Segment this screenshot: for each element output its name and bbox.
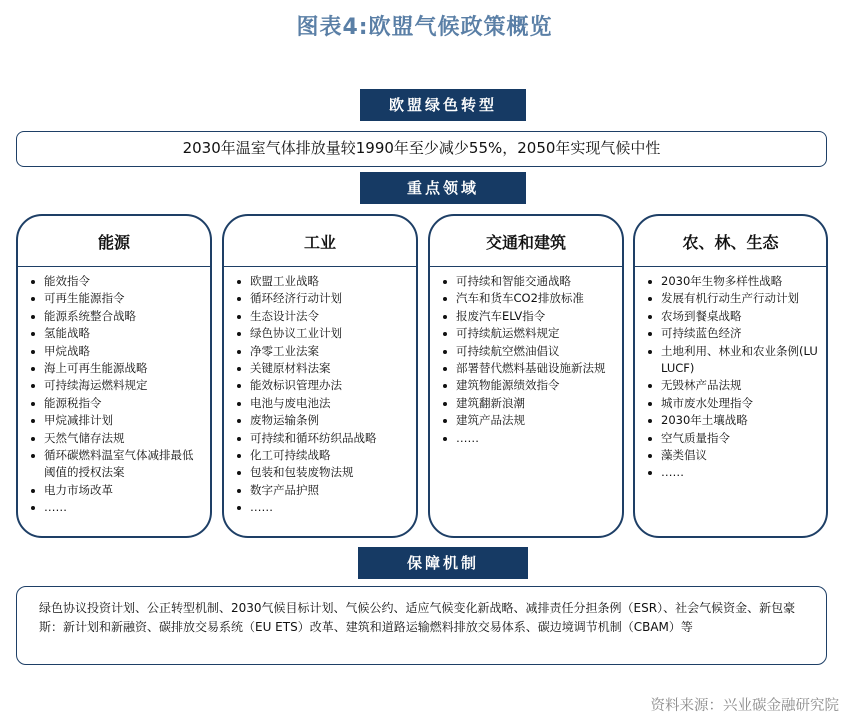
list-item: 能效指令 — [28, 273, 202, 290]
list-item: 可再生能源指令 — [28, 290, 202, 307]
list-item: 废物运输条例 — [234, 412, 408, 429]
list-item: 甲烷减排计划 — [28, 412, 202, 429]
list-item: …… — [645, 464, 818, 481]
list-item: 报废汽车ELV指令 — [440, 308, 614, 325]
list-item: 能源税指令 — [28, 395, 202, 412]
list-item: 建筑翻新浪潮 — [440, 395, 614, 412]
list-item: 建筑物能源绩效指令 — [440, 377, 614, 394]
list-item: 化工可持续战略 — [234, 447, 408, 464]
list-item: 2030年生物多样性战略 — [645, 273, 818, 290]
safeguard-mechanisms-box: 绿色协议投资计划、公正转型机制、2030气候目标计划、气候公约、适应气候变化新战略、减排责任分担条例（ESR）、社会气候资金、新包豪斯：新计划和新融资、碳排放交易系统（EU ETS）改革、建筑和道路运输燃料排放交易体系、碳边境调节机制（CBAM）等 — [16, 586, 827, 665]
list-item: 可持续和循环纺织品战略 — [234, 430, 408, 447]
transport-building-list — [430, 267, 622, 447]
list-item: 可持续航运燃料规定 — [440, 325, 614, 342]
list-item: 关键原材料法案 — [234, 360, 408, 377]
list-item: 数字产品护照 — [234, 482, 408, 499]
list-item: …… — [234, 499, 408, 516]
list-item: 能效标识管理办法 — [234, 377, 408, 394]
climate-goal-box: 2030年温室气体排放量较1990年至少减少55%，2050年实现气候中性 — [16, 131, 827, 167]
agri-forest-eco-column — [633, 214, 828, 538]
list-item: 可持续航空燃油倡议 — [440, 343, 614, 360]
transport-building-column — [428, 214, 624, 538]
agri-forest-eco-list — [635, 267, 826, 482]
list-item: 电池与废电池法 — [234, 395, 408, 412]
list-item: 能源系统整合战略 — [28, 308, 202, 325]
list-item: 净零工业法案 — [234, 343, 408, 360]
transport-building-column-heading: 交通和建筑 — [430, 219, 622, 267]
industry-list — [224, 267, 416, 517]
list-item: …… — [28, 499, 202, 516]
source-note: 资料来源：兴业碳金融研究院 — [650, 698, 839, 714]
energy-list — [18, 267, 210, 517]
list-item: 生态设计法令 — [234, 308, 408, 325]
industry-column-heading: 工业 — [224, 219, 416, 267]
list-item: 绿色协议工业计划 — [234, 325, 408, 342]
list-item: 海上可再生能源战略 — [28, 360, 202, 377]
list-item: 循环碳燃料温室气体减排最低阈值的授权法案 — [28, 447, 202, 482]
energy-column — [16, 214, 212, 538]
list-item: …… — [440, 430, 614, 447]
list-item: 电力市场改革 — [28, 482, 202, 499]
list-item: 可持续蓝色经济 — [645, 325, 818, 342]
list-item: 土地利用、林业和农业条例(LULUCF) — [645, 343, 818, 378]
list-item: 氢能战略 — [28, 325, 202, 342]
list-item: 藻类倡议 — [645, 447, 818, 464]
figure-title: 图表4:欧盟气候政策概览 — [296, 15, 553, 40]
list-item: 包装和包装废物法规 — [234, 464, 408, 481]
list-item: 可持续和智能交通战略 — [440, 273, 614, 290]
list-item: 循环经济行动计划 — [234, 290, 408, 307]
list-item: 可持续海运燃料规定 — [28, 377, 202, 394]
agri-forest-eco-column-heading: 农、林、生态 — [635, 219, 826, 267]
list-item: 汽车和货车CO2排放标准 — [440, 290, 614, 307]
list-item: 无毁林产品法规 — [645, 377, 818, 394]
energy-column-heading: 能源 — [18, 219, 210, 267]
focus-areas-banner: 重点领域 — [360, 172, 526, 204]
green-transition-banner: 欧盟绿色转型 — [360, 89, 526, 121]
list-item: 部署替代燃料基础设施新法规 — [440, 360, 614, 377]
list-item: 甲烷战略 — [28, 343, 202, 360]
safeguard-mechanisms-banner: 保障机制 — [358, 547, 528, 579]
list-item: 2030年土壤战略 — [645, 412, 818, 429]
industry-column — [222, 214, 418, 538]
list-item: 天然气储存法规 — [28, 430, 202, 447]
list-item: 空气质量指令 — [645, 430, 818, 447]
list-item: 欧盟工业战略 — [234, 273, 408, 290]
list-item: 建筑产品法规 — [440, 412, 614, 429]
list-item: 农场到餐桌战略 — [645, 308, 818, 325]
list-item: 发展有机行动生产行动计划 — [645, 290, 818, 307]
list-item: 城市废水处理指令 — [645, 395, 818, 412]
